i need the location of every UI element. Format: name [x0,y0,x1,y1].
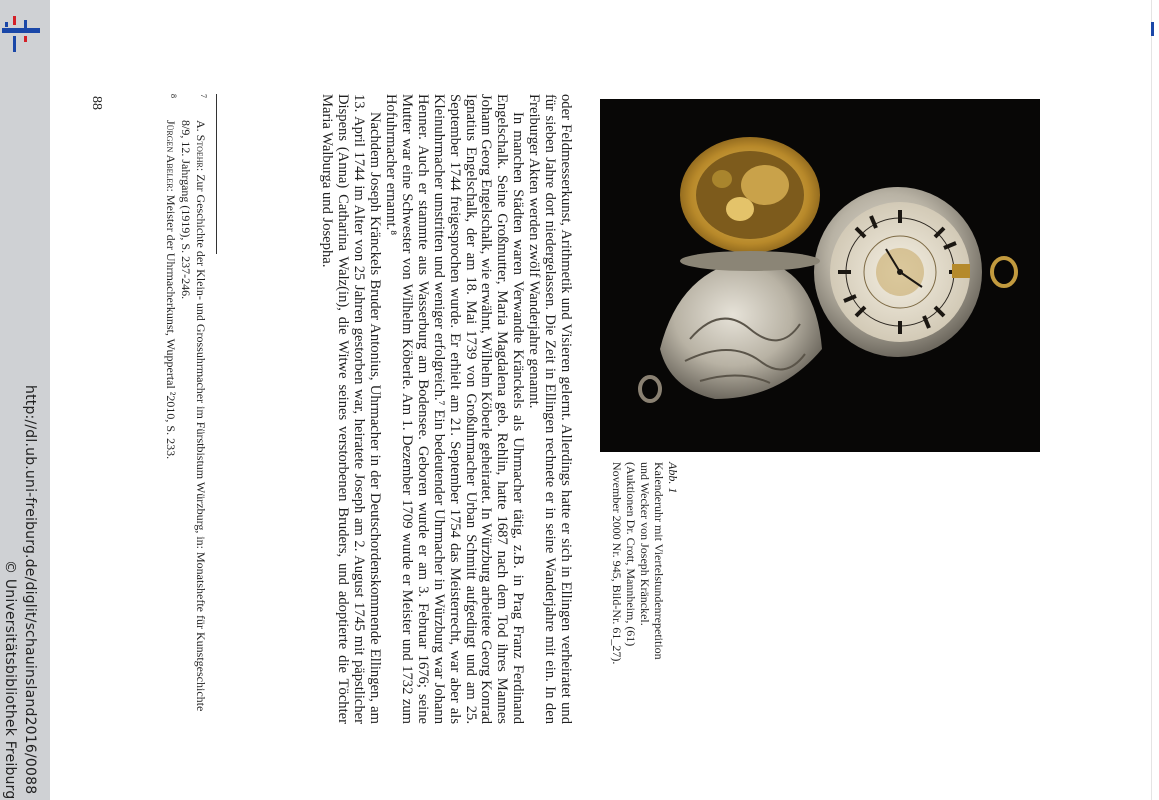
footnote-number: 8 [169,94,178,98]
body-text [319,94,574,724]
figure-photo [600,99,1040,452]
next-page-edge[interactable] [1151,0,1159,800]
footnote-author: Jürgen Abeler: [164,120,178,192]
library-logo-icon [0,14,42,54]
copyright-notice: © Universitätsbibliothek Freiburg [2,560,18,800]
caption-label: Abb. 1 [666,462,680,494]
footnote-text: Meister der Uhrmacherkunst, Wuppertal ²2010, S. 233. [164,194,178,460]
footnote [163,94,178,724]
page-number: 88 [89,96,104,110]
viewer-sidebar [0,0,50,800]
footnote-text: Zur Geschichte der Klein- und Grossuhrmacher im Fürstbistum Würzburg, in: Monatshefte für Kunstgeschichte 8/9, 12. Jahrgang (1919), S. 237-246. [179,120,208,712]
footnote-number: 7 [199,94,208,98]
paragraph: In manchen Städten waren Verwandte Kränckels als Uhrmacher tätig, z.B. in Prag Franz Ferdinand Engelschalk. Seine Großmutter, Maria Magdalena geb. Rehlin, hatte 1687 nach dem Tod ihres Mannes Johann Georg Engelschalk, wie erwähnt, Wilhelm Köberle geheiratet. In Würzburg arbeitete Georg Konrad Ignatius Engelschalk, der am 18. Mai 1739 von Großuhrmacher Urban Schmitt aufgedingt und am 25. September 1744 freigesprochen wurde. Er erhielt am 21. September 1754 das Meisterrecht, war aber als Kleinuhrmacher umstritten und weniger erfolgreich.⁷ Ein bedeutender Uhrmacher in Würzburg war Johann Henner. Auch er stammte aus Wasserburg am Bodensee. Geboren wurde er am 3. Februar 1676; seine Mutter war eine Schwester von Wilhelm Köberle. Am 1. Dezember 1709 wurde er Meister und 1732 zum Hofuhrmacher ernannt.⁸ [383,94,527,724]
caption-text: Kalenderuhr mit Viertelstundenrepetition und Wecker von Joseph Kränckel. (Auktionen Dr. Crott, Mannheim, (61) November 2000 Nr. 945, Bild-Nr. 61_27). [610,462,666,665]
pocket-watch-illustration [600,99,1040,452]
footnotes [163,94,208,724]
paragraph: oder Feldmesserkunst, Arithmetik und Visieren gelernt. Allerdings hatte er sich in Ellingen verheiratet und für sieben Jahre dort niedergelassen. Die Zeit in Ellingen rechnete er in seine Wanderjahre mit ein. In den Freiburger Akten werden zwölf Wanderjahre genannt. [526,94,574,724]
paragraph: Nachdem Joseph Kränckels Bruder Antonius, Uhrmacher in der Deutschordenskommende Ellingen, am 13. April 1744 im Alter von 25 Jahren gestorben war, heiratete Joseph am 2. August 1745 mit päpstlicher Dispens (Anna) Catharina Walz(in), die Witwe seines verstorbenen Bruders, und adoptierte die Töchter Maria Walburga und Josepha. [319,94,384,724]
document-url[interactable]: http://dl.ub.uni-freiburg.de/diglit/schauinsland2016/0088 [22,385,38,795]
footnote [178,94,208,724]
figure-caption [610,462,680,672]
footnote-separator [216,94,217,254]
next-page-marker [1151,22,1154,36]
footnote-author: A. Stoehr: [194,120,208,172]
